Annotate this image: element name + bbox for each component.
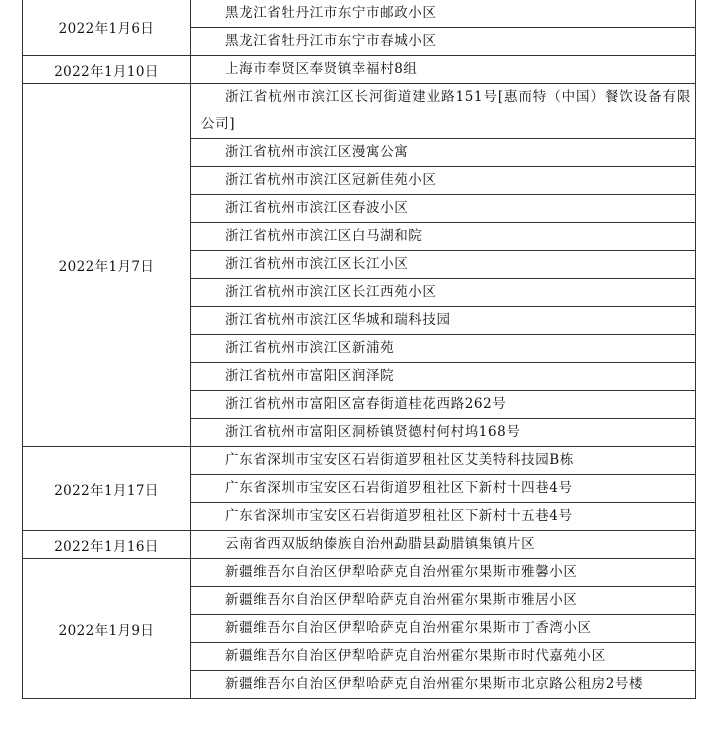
address-cell: 广东省深圳市宝安区石岩街道罗租社区下新村十五巷4号 — [191, 503, 696, 531]
address-cell: 新疆维吾尔自治区伊犁哈萨克自治州霍尔果斯市北京路公租房2号楼 — [191, 671, 696, 699]
table-row — [23, 84, 696, 139]
address-cell: 浙江省杭州市富阳区润泽院 — [191, 363, 696, 391]
address-cell: 新疆维吾尔自治区伊犁哈萨克自治州霍尔果斯市雅馨小区 — [191, 559, 696, 587]
address-cell: 浙江省杭州市滨江区长河街道建业路151号[惠而特（中国）餐饮设备有限公司] — [191, 84, 696, 139]
address-cell: 浙江省杭州市滨江区漫寓公寓 — [191, 139, 696, 167]
address-cell: 浙江省杭州市富阳区富春街道桂花西路262号 — [191, 391, 696, 419]
table-body — [23, 0, 696, 699]
address-cell: 浙江省杭州市滨江区春波小区 — [191, 195, 696, 223]
address-cell: 浙江省杭州市滨江区新浦苑 — [191, 335, 696, 363]
table-row — [23, 531, 696, 559]
date-cell: 2022年1月6日 — [23, 0, 191, 56]
date-cell: 2022年1月17日 — [23, 447, 191, 531]
address-cell: 浙江省杭州市滨江区长江小区 — [191, 251, 696, 279]
date-cell: 2022年1月16日 — [23, 531, 191, 559]
address-cell: 浙江省杭州市滨江区长江西苑小区 — [191, 279, 696, 307]
address-cell: 黑龙江省牡丹江市东宁市春城小区 — [191, 28, 696, 56]
table-row — [23, 447, 696, 475]
date-cell: 2022年1月9日 — [23, 559, 191, 699]
table-row — [23, 559, 696, 587]
table-row — [23, 56, 696, 84]
address-cell: 广东省深圳市宝安区石岩街道罗租社区艾美特科技园B栋 — [191, 447, 696, 475]
address-cell: 广东省深圳市宝安区石岩街道罗租社区下新村十四巷4号 — [191, 475, 696, 503]
address-cell: 新疆维吾尔自治区伊犁哈萨克自治州霍尔果斯市雅居小区 — [191, 587, 696, 615]
address-table — [22, 0, 696, 699]
date-cell: 2022年1月7日 — [23, 84, 191, 447]
address-cell: 浙江省杭州市滨江区冠新佳苑小区 — [191, 167, 696, 195]
address-cell: 新疆维吾尔自治区伊犁哈萨克自治州霍尔果斯市时代嘉苑小区 — [191, 643, 696, 671]
table-row — [23, 0, 696, 28]
date-cell: 2022年1月10日 — [23, 56, 191, 84]
address-cell: 黑龙江省牡丹江市东宁市邮政小区 — [191, 0, 696, 28]
address-cell: 上海市奉贤区奉贤镇幸福村8组 — [191, 56, 696, 84]
address-cell: 新疆维吾尔自治区伊犁哈萨克自治州霍尔果斯市丁香湾小区 — [191, 615, 696, 643]
address-cell: 浙江省杭州市富阳区洞桥镇贤德村何村坞168号 — [191, 419, 696, 447]
address-cell: 云南省西双版纳傣族自治州勐腊县勐腊镇集镇片区 — [191, 531, 696, 559]
address-cell: 浙江省杭州市滨江区白马湖和院 — [191, 223, 696, 251]
address-cell: 浙江省杭州市滨江区华城和瑞科技园 — [191, 307, 696, 335]
